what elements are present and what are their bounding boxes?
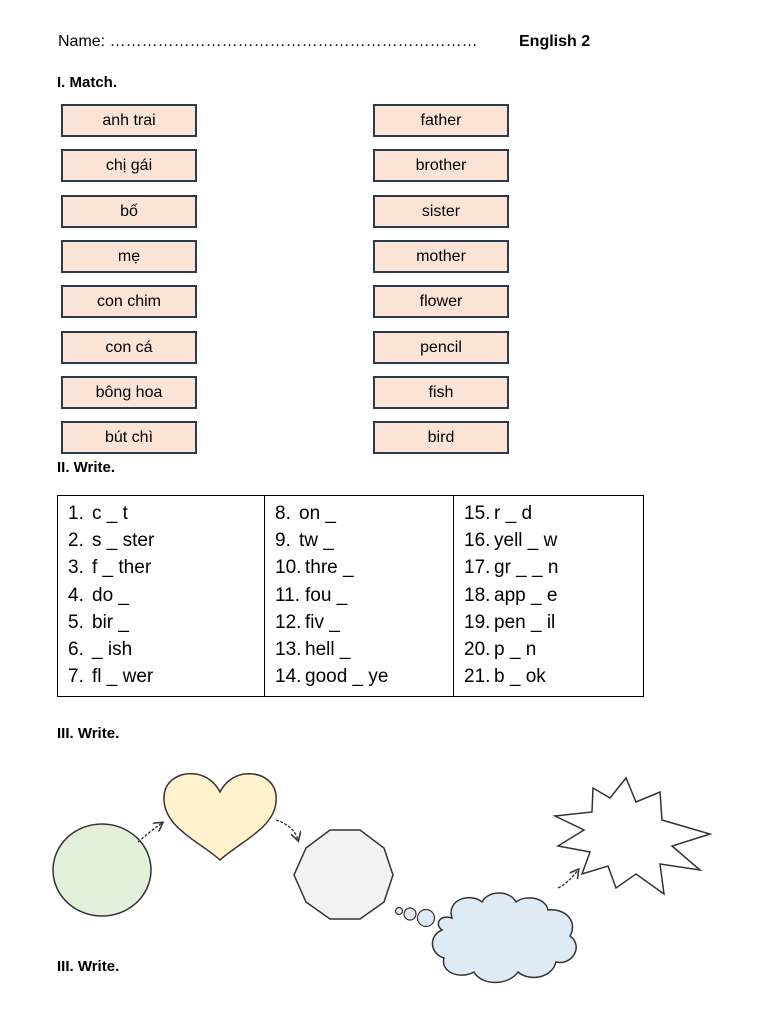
section-1-heading: I. Match. [57, 74, 118, 91]
heart-shape[interactable] [164, 774, 276, 860]
match-left-box[interactable]: con cá [61, 331, 197, 364]
word-item: 3. f _ ther [68, 557, 152, 579]
word-item: 10. thre _ [275, 557, 354, 579]
match-left-box[interactable]: bút chì [61, 421, 197, 454]
word-blank[interactable]: thre _ [305, 557, 354, 579]
decagon-shape[interactable] [294, 830, 393, 919]
missing-letters-table [57, 495, 644, 697]
word-item: 2. s _ ster [68, 530, 155, 552]
word-item: 5. bir _ [68, 611, 129, 633]
word-blank[interactable]: fl _ wer [92, 666, 154, 688]
match-left-box[interactable]: mẹ [61, 240, 197, 273]
word-item: 1. c _ t [68, 503, 128, 524]
word-item: 19. pen _ il [464, 611, 556, 633]
word-blank[interactable]: f _ ther [92, 557, 152, 579]
word-blank[interactable]: on _ [299, 503, 336, 524]
word-item: 17. gr _ _ n [464, 557, 559, 579]
word-item: 11. fou _ [275, 584, 348, 606]
word-blank[interactable]: s _ ster [92, 530, 155, 552]
word-blank[interactable]: hell _ [305, 639, 351, 661]
word-blank[interactable]: yell _ w [494, 530, 558, 552]
match-right-box[interactable]: mother [373, 240, 509, 273]
word-blank[interactable]: fou _ [305, 584, 348, 606]
word-item: 4. do _ [68, 584, 129, 606]
word-item: 8. on _ [275, 503, 336, 524]
word-blank[interactable]: good _ ye [305, 666, 389, 688]
match-left-box[interactable]: anh trai [61, 104, 197, 137]
thought-bubble-dot [404, 908, 416, 920]
word-blank[interactable]: bir _ [92, 611, 129, 633]
word-column-2 [265, 496, 454, 697]
word-item: 21. b _ ok [464, 666, 546, 688]
word-blank[interactable]: c _ t [92, 503, 128, 524]
section-3-heading: III. Write. [57, 725, 120, 742]
word-blank[interactable]: r _ d [494, 503, 533, 524]
match-left-box[interactable]: bông hoa [61, 376, 197, 409]
word-blank[interactable]: p _ n [494, 639, 537, 661]
word-item: 14. good _ ye [275, 666, 389, 688]
match-right-box[interactable]: flower [373, 285, 509, 318]
arrow-icon [138, 823, 162, 842]
thought-bubble-dot [418, 910, 435, 927]
oval-shape[interactable] [53, 824, 151, 916]
word-item: 20. p _ n [464, 639, 537, 661]
section-4-heading: III. Write. [57, 958, 120, 975]
word-column-3 [454, 496, 644, 697]
word-blank[interactable]: fiv _ [305, 611, 340, 633]
word-item: 16. yell _ w [464, 530, 558, 552]
word-item: 6. _ ish [68, 639, 133, 661]
word-blank[interactable]: app _ e [494, 584, 558, 606]
name-field-label: Name: …………………………………………………………… [58, 33, 478, 50]
word-item: 18. app _ e [464, 584, 558, 606]
arrow-icon [276, 820, 298, 840]
word-blank[interactable]: pen _ il [494, 611, 556, 633]
match-right-box[interactable]: pencil [373, 331, 509, 364]
match-right-box[interactable]: sister [373, 195, 509, 228]
word-item: 7. fl _ wer [68, 666, 154, 688]
word-item: 13. hell _ [275, 639, 351, 661]
arrow-icon [558, 870, 578, 888]
word-blank[interactable]: _ ish [92, 639, 133, 661]
word-item: 12. fiv _ [275, 611, 340, 633]
match-left-box[interactable]: bố [61, 195, 197, 228]
word-blank[interactable]: gr _ _ n [494, 557, 559, 579]
word-item: 15. r _ d [464, 503, 533, 524]
match-left-box[interactable]: chị gái [61, 149, 197, 182]
section-2-heading: II. Write. [57, 459, 116, 476]
word-blank[interactable]: do _ [92, 584, 129, 606]
match-right-box[interactable]: father [373, 104, 509, 137]
match-right-box[interactable]: brother [373, 149, 509, 182]
course-title: English 2 [519, 33, 591, 50]
word-blank[interactable]: b _ ok [494, 666, 546, 688]
cloud-shape[interactable] [432, 893, 576, 983]
thought-bubble-dot [396, 908, 403, 915]
match-right-box[interactable]: fish [373, 376, 509, 409]
explosion-shape[interactable] [555, 778, 710, 894]
word-column-1 [58, 496, 265, 697]
match-right-box[interactable]: bird [373, 421, 509, 454]
match-left-box[interactable]: con chim [61, 285, 197, 318]
word-item: 9. tw _ [275, 530, 334, 552]
word-blank[interactable]: tw _ [299, 530, 334, 552]
